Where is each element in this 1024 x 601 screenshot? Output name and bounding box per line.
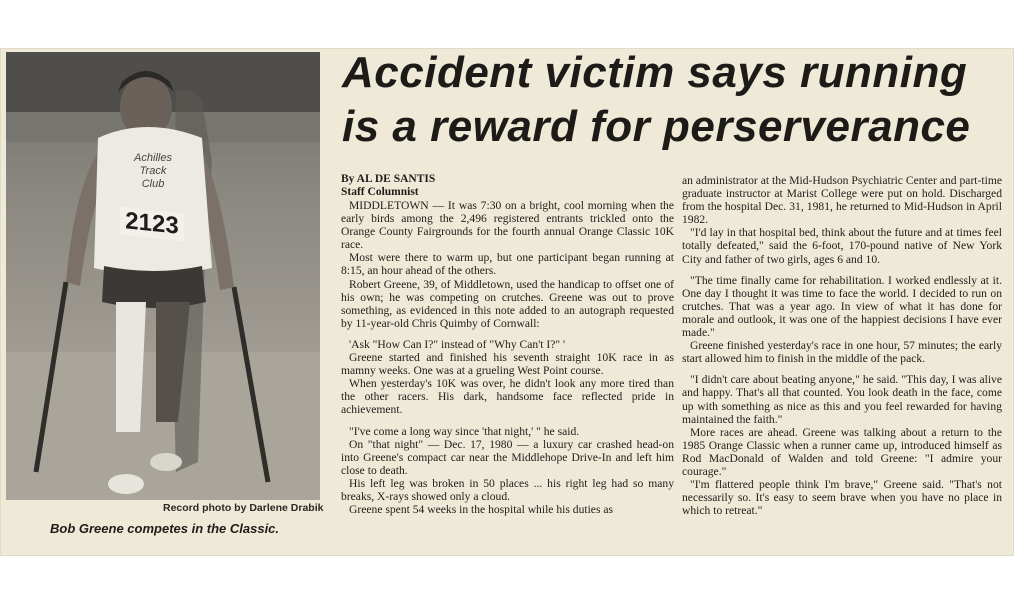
shirt-text	[118, 152, 188, 191]
headline-line-1: Accident victim says running	[342, 48, 968, 97]
paragraph: Greene started and finished his seventh straight 10K race in as mamny weeks. One was at a grueling West Point course.	[341, 351, 674, 378]
article-left-column	[341, 199, 674, 516]
paragraph: On "that night" — Dec. 17, 1980 — a luxury car crashed head-on into Greene's compact car near the Middlehope Drive-In and left him close to death.	[341, 437, 674, 477]
byline-title: Staff Columnist	[341, 186, 419, 198]
byline	[341, 173, 435, 199]
paragraph: Most were there to warm up, but one participant began running at 8:15, an hour ahead of the others.	[341, 251, 674, 278]
paragraph: When yesterday's 10K was over, he didn't look any more tired than the other racers. His dark, handsome face reflected pride in achievement.	[341, 377, 674, 417]
shirt-line-1: Achilles	[134, 152, 172, 164]
paragraph: MIDDLETOWN — It was 7:30 on a bright, cool morning when the early birds among the 2,496 registered entrants trickled onto the Orange County Fairgrounds for the fourth annual Orange Classic 10K race.	[341, 199, 674, 252]
shirt-line-2: Track	[139, 165, 167, 177]
paragraph: Robert Greene, 39, of Middletown, used the handicap to offset one of his own; he was competing on crutches. Greene was out to prove something, as evidenced in this note added to an autograph requested by 11-year-old Chris Quimby of Cornwall:	[341, 277, 674, 330]
paragraph: "I'm flattered people think I'm brave," Greene said. "That's not necessarily so. It's easy to seem brave when you have no place in which to retreat."	[682, 478, 1002, 518]
headline	[342, 46, 1007, 154]
headline-line-2: is a reward for perserverance	[342, 102, 971, 151]
paragraph: Greene spent 54 weeks in the hospital while his duties as	[349, 503, 614, 517]
runner-illustration	[6, 52, 320, 500]
paragraph: "I'd lay in that hospital bed, think about the future and at times feel totally defeated," said the 6-foot, 170-pound native of New York City and father of two girls, ages 6 and 10.	[682, 226, 1002, 266]
runner-photo	[6, 52, 320, 500]
race-bib: 2123	[120, 207, 184, 242]
paragraph: His left leg was broken in 50 places ... his right leg had so many breaks, X-rays showed only a cloud.	[341, 476, 674, 503]
article-right-column	[682, 174, 1002, 517]
paragraph: an administrator at the Mid-Hudson Psychiatric Center and part-time graduate instructor at Marist College were put on hold. Discharged from the hospital Dec. 31, 1981, he returned to Mid-Hudson in April 1982.	[682, 174, 1002, 227]
paragraph: "I've come a long way since 'that night,' " he said.	[349, 424, 580, 438]
paragraph: "I didn't care about beating anyone," he said. "This day, I was alive and happy. That's all that counted. You look death in the face, come up with something as nice as this and you feel rewarded for having maintained the faith."	[682, 373, 1002, 426]
shirt-line-3: Club	[141, 178, 165, 190]
byline-author: By AL DE SANTIS	[341, 173, 436, 185]
photo-credit: Record photo by Darlene Drabik	[163, 502, 324, 514]
paragraph: "The time finally came for rehabilitation. I worked endlessly at it. One day I thought it was time to face the world. I decided to run on crutches. That was a year ago. In view of what it has done for morale and outlook, it was one of the happiest decisions I have ever made."	[682, 273, 1002, 340]
paragraph: Greene finished yesterday's race in one hour, 57 minutes; the early start allowed him to finish in the middle of the pack.	[682, 339, 1002, 366]
photo-caption: Bob Greene competes in the Classic.	[50, 521, 280, 536]
paragraph: More races are ahead. Greene was talking about a return to the 1985 Orange Classic when a runner came up, introduced himself as Rod MacDonald of Walden and told Greene: "I admire your courage."	[682, 425, 1002, 478]
paragraph: 'Ask "How Can I?" instead of "Why Can't I?" '	[349, 337, 566, 351]
